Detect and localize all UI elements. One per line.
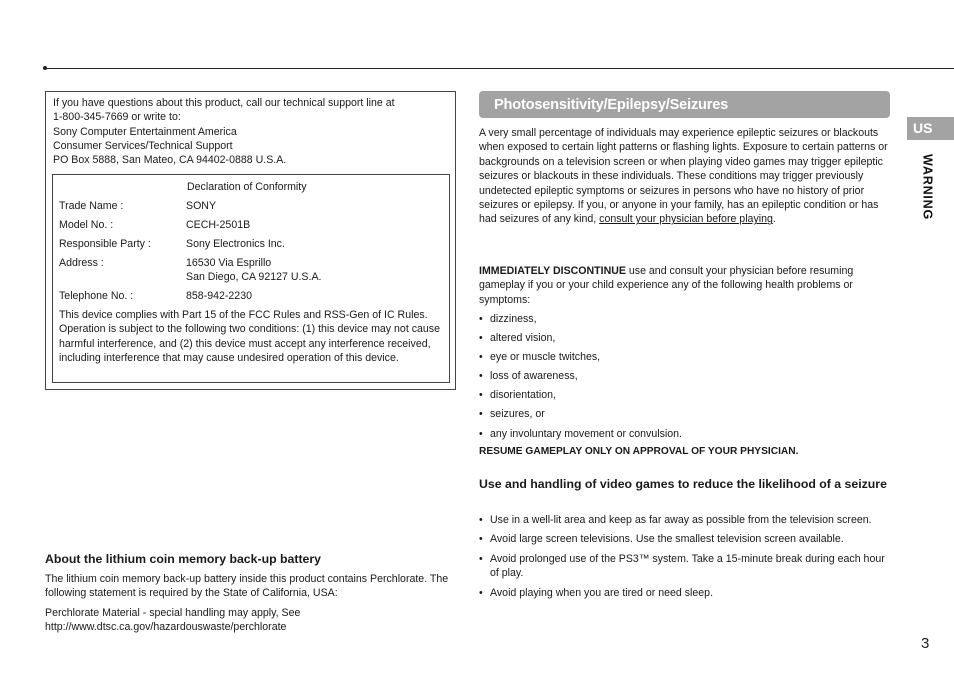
list-item: • loss of awareness,: [479, 369, 682, 388]
use-handling-list: [479, 513, 891, 605]
declaration-value: 16530 Via Esprillo: [186, 257, 272, 269]
declaration-value: San Diego, CA 92127 U.S.A.: [186, 271, 322, 283]
intro-text: A very small percentage of individuals may experience epileptic seizures or blackouts when exposed to certain light patterns or flashing lights. Exposure to certain patterns or backgrounds on a television screen or when playing video games may trigger epileptic seizures or blackouts in these individuals. These conditions may trigger previously undetected epileptic symptoms or seizures in persons who have no history of prior seizures or epilepsy. If you, or anyone in your family, has an epileptic condition or has had seizures of any kind,: [479, 127, 888, 226]
list-item: • altered vision,: [479, 331, 682, 350]
region-label: US: [913, 120, 933, 136]
declaration-label: Model No. :: [59, 219, 114, 231]
declaration-title: Declaration of Conformity: [187, 181, 307, 193]
support-line: Sony Computer Entertainment America: [53, 125, 237, 138]
perchlorate-text: Perchlorate Material - special handling may apply, See: [45, 607, 301, 619]
declaration-label: Address :: [59, 257, 104, 269]
support-line: 1-800-345-7669 or write to:: [53, 111, 181, 124]
resume-gameplay-notice: RESUME GAMEPLAY ONLY ON APPROVAL OF YOUR PHYSICIAN.: [479, 446, 799, 457]
fcc-compliance-statement: This device complies with Part 15 of the FCC Rules and RSS-Gen of IC Rules. Operation is subject to the following two conditions: (1) this device may not cause harmful interference, and (2) this device must accept any interference received, including interference that may cause undesired operation of this device.: [59, 309, 440, 365]
discontinue-emphasis: IMMEDIATELY DISCONTINUE: [479, 265, 626, 277]
declaration-value: SONY: [186, 200, 217, 212]
declaration-value: CECH-2501B: [186, 219, 251, 231]
support-line: If you have questions about this product, call our technical support line at: [53, 97, 395, 109]
support-info-box: [45, 91, 456, 390]
use-handling-heading: Use and handling of video games to reduce the likelihood of a seizure: [479, 477, 887, 491]
support-line: PO Box 5888, San Mateo, CA 94402-0888 U.S.A.: [53, 154, 287, 167]
list-item: • any involuntary movement or convulsion.: [479, 427, 682, 446]
declaration-label: Responsible Party :: [59, 238, 151, 250]
discontinue-paragraph: [479, 264, 889, 307]
list-item: • dizziness,: [479, 312, 682, 331]
section-header-bar: [479, 91, 890, 118]
page-number: 3: [921, 635, 930, 652]
symptom-list: [479, 312, 682, 446]
consult-physician-text: consult your physician before playing: [599, 213, 773, 226]
list-item: • Avoid prolonged use of the PS3™ system. Take a 15-minute break during each hour of play.: [479, 552, 891, 581]
list-item: • seizures, or: [479, 407, 682, 426]
support-contact-text: [53, 96, 453, 167]
list-item: • eye or muscle twitches,: [479, 350, 682, 369]
declaration-of-conformity-box: [52, 174, 450, 383]
section-side-label: WARNING: [920, 154, 935, 221]
declaration-label: Trade Name :: [59, 200, 124, 212]
declaration-value: Sony Electronics Inc.: [186, 238, 285, 250]
list-item: • Use in a well-lit area and keep as far away as possible from the television screen.: [479, 513, 891, 527]
discontinue-text: use and consult your physician before resuming gameplay if you or your child experience any of the following health problems or symptoms:: [479, 265, 854, 306]
list-item: • disorientation,: [479, 388, 682, 407]
list-item: • Avoid playing when you are tired or need sleep.: [479, 586, 891, 600]
intro-end: .: [772, 213, 776, 226]
perchlorate-url: http://www.dtsc.ca.gov/hazardouswaste/perchlorate: [45, 621, 287, 634]
section-title: Photosensitivity/Epilepsy/Seizures: [494, 97, 729, 113]
epilepsy-intro-paragraph: [479, 126, 893, 227]
declaration-value: 858-942-2230: [186, 290, 252, 302]
lithium-battery-text: The lithium coin memory back-up battery inside this product contains Perchlorate. The following statement is required by the State of California, USA:: [45, 573, 449, 600]
support-line: Consumer Services/Technical Support: [53, 139, 233, 152]
region-tab: [907, 117, 954, 140]
declaration-label: Telephone No. :: [59, 290, 134, 302]
lithium-battery-heading: About the lithium coin memory back-up battery: [45, 552, 322, 566]
perchlorate-notice: [45, 606, 465, 635]
header-rule: [44, 68, 954, 69]
list-item: • Avoid large screen televisions. Use the smallest television screen available.: [479, 532, 891, 546]
